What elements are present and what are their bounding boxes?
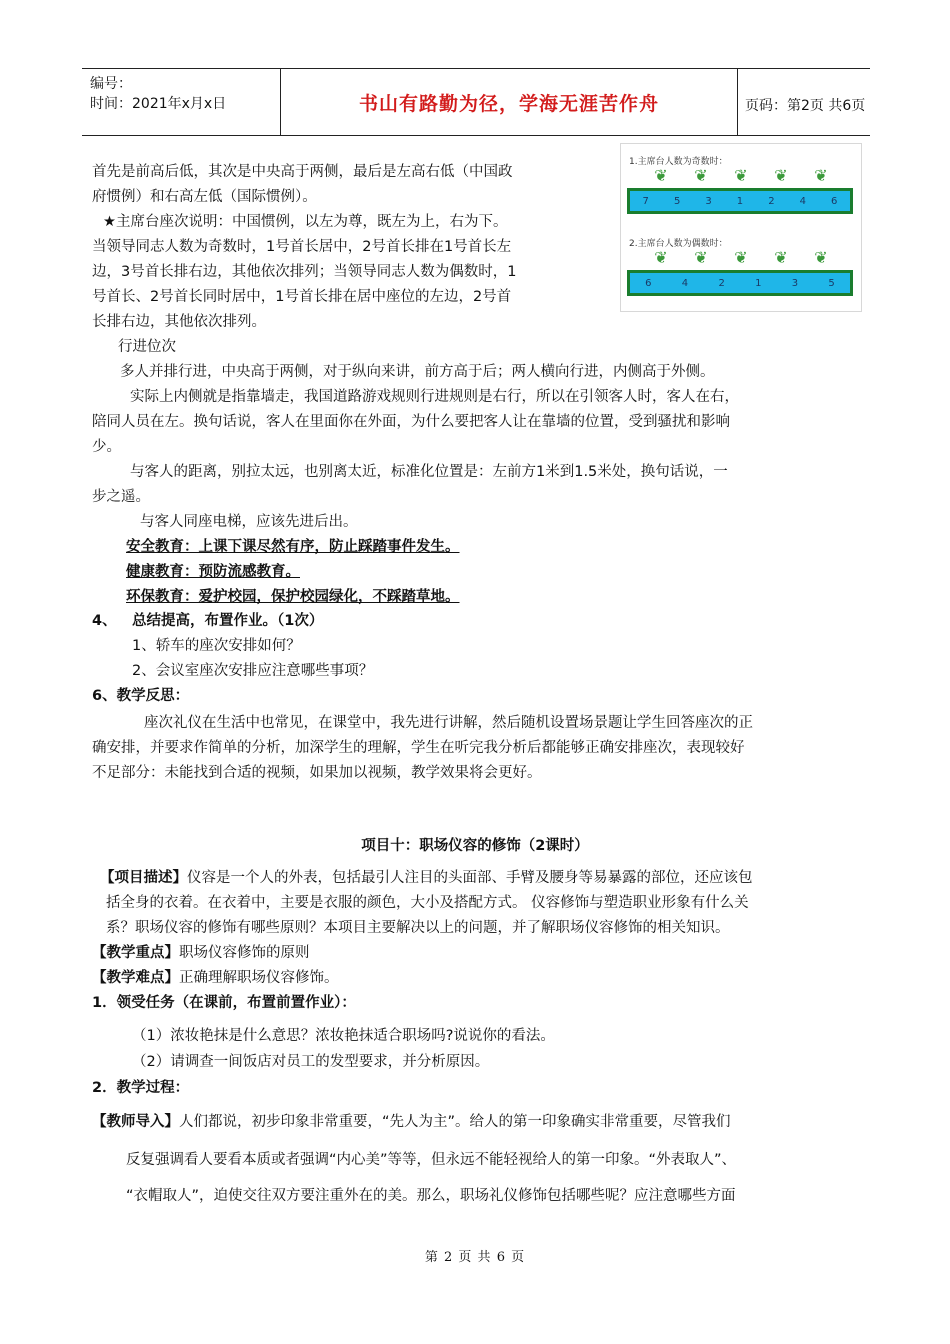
plant-icon: ❦ (734, 248, 748, 267)
body-line: 括全身的衣着。在衣着中，主要是衣服的颜色，大小及搭配方式。 仪容修饰与塑造职业形象有什么关 (106, 895, 749, 911)
body-line: 府惯例）和右高左低（国际惯例）。 (92, 189, 317, 205)
seat-number: 6 (645, 277, 652, 289)
body-line (100, 868, 753, 888)
body-line: 与客人的距离，别拉太远，也别离太近，标准化位置是：左前方1米到1.5米处，换句话说，一 (130, 464, 728, 480)
seat-number: 3 (791, 277, 799, 289)
seat-number: 2 (768, 195, 775, 207)
seat-number: 5 (828, 277, 835, 289)
body-line: 与客人同座电梯，应该先进后出。 (140, 514, 358, 530)
label-teacher-intro: 【教师导入】 (92, 1114, 179, 1130)
body-line: 反复强调看人要看本质或者强调“内心美”等等，但永远不能轻视给人的第一印象。“外表取人”、 (126, 1152, 737, 1168)
body-line: 座次礼仪在生活中也常见，在课堂中，我先进行讲解，然后随机设置场景题让学生回答座次的正 (144, 715, 753, 731)
teaching-difficulty-text: 正确理解职场仪容修饰。 (179, 970, 339, 986)
task-question: （1）浓妆艳抹是什么意思？浓妆艳抹适合职场吗?说说你的看法。 (132, 1028, 555, 1044)
label-project-description: 【项目描述】 (100, 870, 187, 886)
even-seating-label: 2.主席台人数为偶数时： (629, 239, 728, 249)
body-line: 多人并排行进，中央高于两侧，对于纵向来讲，前方高于后；两人横向行进，内侧高于外侧。 (120, 364, 715, 380)
seat-number: 3 (705, 195, 712, 207)
seat-number: 2 (718, 277, 725, 289)
body-line (92, 1112, 731, 1132)
seat-number: 7 (642, 195, 649, 207)
project-title: 项目十：职场仪容的修饰（2课时） (361, 838, 589, 854)
body-line (92, 943, 310, 963)
seat-number: 6 (831, 195, 838, 207)
plant-icon: ❦ (774, 166, 788, 185)
environment-education: 环保教育：爱护校园，保护校园绿化，不踩踏草地。 (126, 589, 460, 605)
plant-icon: ❦ (774, 248, 788, 267)
body-line (92, 968, 339, 988)
body-line: 边，3号首长排右边，其他依次排列；当领导同志人数为偶数时，1 (92, 264, 517, 280)
body-line: 长排右边，其他依次排列。 (92, 314, 266, 330)
seat-number: 1 (736, 195, 744, 207)
safety-education: 安全教育：上课下课尽然有序，防止踩踏事件发生。 (126, 539, 460, 555)
plant-icon: ❦ (694, 166, 708, 185)
body-line: 系？职场仪容的修饰有哪些原则？本项目主要解决以上的问题，并了解职场仪容修饰的相关知识。 (106, 920, 730, 936)
body-line: “衣帽取人”，迫使交往双方要注重外在的美。那么，职场礼仪修饰包括哪些呢？应注意哪些方面 (126, 1188, 736, 1204)
task-question: （2）请调查一间饭店对员工的发型要求，并分析原因。 (132, 1054, 490, 1070)
seat-number: 4 (799, 195, 806, 207)
seat-number: 1 (755, 277, 762, 289)
doc-date-label: 时间：2021年x月x日 (90, 96, 227, 112)
homework-question: 1、轿车的座次安排如何？ (132, 638, 301, 654)
section-heading: 行进位次 (118, 339, 176, 355)
plant-icon: ❦ (654, 166, 668, 185)
homework-question: 2、会议室座次安排应注意哪些事项？ (132, 663, 374, 679)
body-line: ★主席台座次说明：中国惯例，以左为尊，既左为上，右为下。 (103, 214, 508, 230)
page-footer: 第 2 页 共 6 页 (424, 1250, 526, 1265)
teacher-intro-text: 人们都说，初步印象非常重要，“先人为主”。给人的第一印象确实非常重要，尽管我们 (179, 1114, 731, 1130)
body-line: 号首长、2号首长同时居中，1号首长排在居中座位的左边，2号首 (92, 289, 512, 305)
label-teaching-difficulty: 【教学难点】 (92, 970, 179, 986)
plant-icon: ❦ (814, 248, 828, 267)
body-line: 当领导同志人数为奇数时，1号首长居中，2号首长排在1号首长左 (92, 239, 512, 255)
plant-icon: ❦ (654, 248, 668, 267)
header-page-number: 页码：第2页 共6页 (745, 98, 866, 114)
plant-icon: ❦ (734, 166, 748, 185)
section-number: 4、 (92, 613, 117, 629)
section-heading: 6、教学反思： (92, 688, 190, 704)
doc-number-label: 编号： (90, 76, 132, 92)
section-heading: 2．教学过程： (92, 1080, 190, 1096)
body-line: 陪同人员在左。换句话说，客人在里面你在外面，为什么要把客人让在靠墙的位置，受到骚扰和影响 (92, 414, 730, 430)
body-line: 步之遥。 (92, 489, 150, 505)
odd-seating-table (627, 188, 853, 214)
section-heading: 总结提高，布置作业。（1次） (132, 613, 324, 629)
body-line: 实际上内侧就是指靠墙走，我国道路游戏规则行进规则是右行，所以在引领客人时，客人在右， (130, 389, 739, 405)
seating-diagram (620, 143, 862, 312)
body-line: 不足部分：未能找到合适的视频，如果加以视频，教学效果将会更好。 (92, 765, 542, 781)
body-line: 确安排，并要求作简单的分析，加深学生的理解，学生在听完我分析后都能够正确安排座次，表现较好 (92, 740, 745, 756)
project-description-text: 仪容是一个人的外表，包括最引人注目的头面部、手臂及腰身等易暴露的部位，还应该包 (187, 870, 753, 886)
teaching-focus-text: 职场仪容修饰的原则 (179, 945, 310, 961)
page-header (82, 68, 870, 136)
odd-seating-label: 1.主席台人数为奇数时： (629, 157, 728, 167)
section-heading: 1．领受任务（在课前，布置前置作业）： (92, 995, 356, 1011)
label-teaching-focus: 【教学重点】 (92, 945, 179, 961)
plant-icon: ❦ (814, 166, 828, 185)
seat-number: 5 (673, 195, 681, 207)
body-line: 少。 (92, 439, 121, 455)
seat-number: 4 (681, 277, 689, 289)
even-seating-table (627, 270, 853, 296)
header-motto: 书山有路勤为径，学海无涯苦作舟 (280, 69, 738, 135)
health-education: 健康教育：预防流感教育。 (126, 564, 300, 580)
plant-icon: ❦ (694, 248, 708, 267)
header-meta (82, 69, 280, 135)
body-line: 首先是前高后低，其次是中央高于两侧，最后是左高右低（中国政 (92, 164, 513, 180)
